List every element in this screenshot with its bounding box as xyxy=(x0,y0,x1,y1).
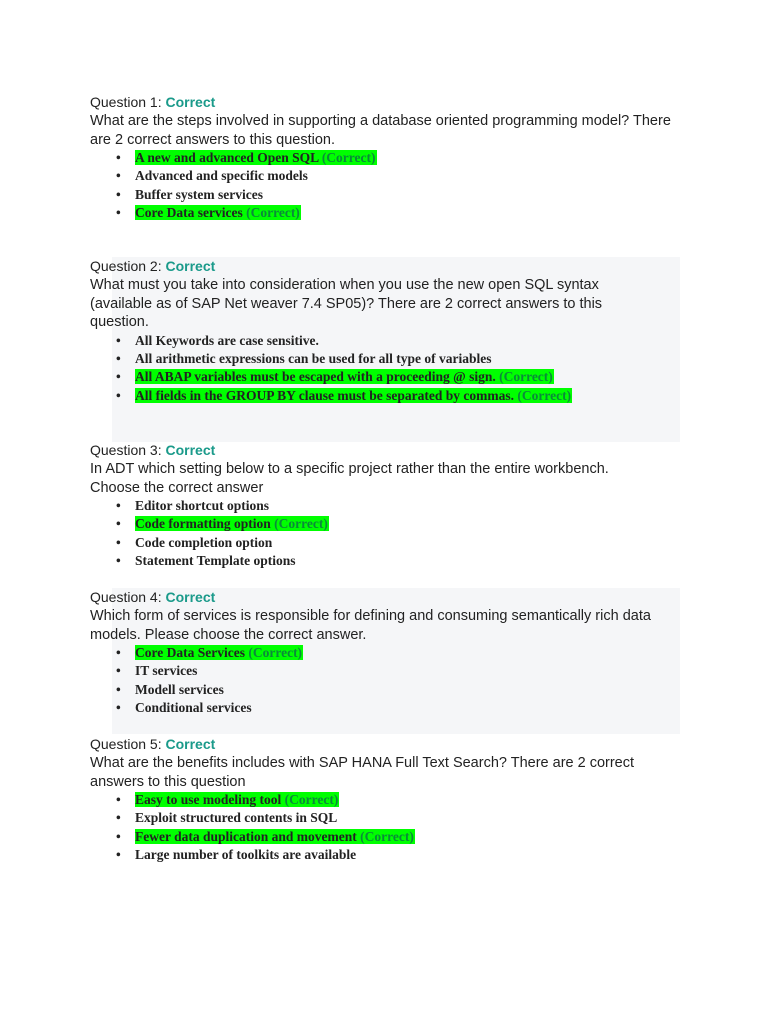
question-header xyxy=(90,588,660,607)
answer-item xyxy=(116,662,660,680)
answer-item xyxy=(116,809,650,827)
answer-item xyxy=(116,387,650,405)
answer-highlight xyxy=(135,205,301,220)
bullet-icon: • xyxy=(116,681,121,697)
question-header xyxy=(90,735,650,754)
correct-tag: (Correct) xyxy=(284,792,339,807)
answer-highlight xyxy=(135,333,320,348)
answer-text: Core Data Services xyxy=(135,645,245,660)
answer-item xyxy=(116,497,650,515)
answer-item xyxy=(116,204,680,222)
answer-text: Buffer system services xyxy=(135,186,263,202)
answer-highlight xyxy=(135,516,329,531)
bullet-icon: • xyxy=(116,168,121,184)
bullet-icon: • xyxy=(116,387,121,403)
bullet-icon: • xyxy=(116,150,121,165)
question-text: Which form of services is responsible for defining and consuming semantically rich data models. Please choose the correct answer. xyxy=(90,608,651,643)
answer-highlight xyxy=(135,847,357,862)
answer-highlight xyxy=(135,553,297,568)
answer-highlight xyxy=(135,369,554,384)
correct-tag: (Correct) xyxy=(499,369,553,385)
status-badge: Correct xyxy=(165,589,216,605)
bullet-icon: • xyxy=(116,663,121,679)
question-2 xyxy=(90,257,650,405)
bullet-icon: • xyxy=(116,810,121,826)
answer-text: Large number of toolkits are available xyxy=(135,847,357,863)
question-header xyxy=(90,441,650,460)
answer-item xyxy=(116,350,650,368)
bullet-icon: • xyxy=(116,828,121,844)
answer-text: All fields in the GROUP BY clause must be separated by commas. xyxy=(135,387,514,403)
bullet-icon: • xyxy=(116,516,121,532)
answer-item xyxy=(116,699,660,717)
answer-item xyxy=(116,186,680,204)
answer-text: Easy to use modeling tool xyxy=(135,792,282,807)
answer-highlight xyxy=(135,150,377,165)
status-badge: Correct xyxy=(165,736,216,752)
answer-highlight xyxy=(135,388,572,403)
answer-item xyxy=(116,846,650,864)
bullet-icon: • xyxy=(116,847,121,863)
answer-text: Core Data services xyxy=(135,205,243,221)
answer-text: Code formatting option xyxy=(135,516,271,532)
bullet-icon: • xyxy=(116,498,121,513)
answer-text: Advanced and specific models xyxy=(135,168,308,184)
question-label: Question 4: xyxy=(90,589,162,605)
answer-highlight xyxy=(135,700,253,715)
question-label: Question 2: xyxy=(90,258,162,274)
correct-tag: (Correct) xyxy=(321,150,376,165)
answer-item xyxy=(116,681,660,699)
answer-text: All ABAP variables must be escaped with a proceeding @ sign. xyxy=(135,369,496,385)
status-badge: Correct xyxy=(165,442,216,458)
correct-tag: (Correct) xyxy=(517,387,572,403)
answer-highlight xyxy=(135,829,415,844)
answer-item xyxy=(116,791,650,809)
answer-text: IT services xyxy=(135,663,198,679)
answer-item xyxy=(116,167,680,185)
answer-highlight xyxy=(135,187,264,202)
question-label: Question 5: xyxy=(90,736,162,752)
answer-item xyxy=(116,149,680,167)
bullet-icon: • xyxy=(116,700,121,716)
answer-highlight xyxy=(135,682,225,697)
answer-list xyxy=(90,644,660,718)
question-text: What are the benefits includes with SAP HANA Full Text Search? There are 2 correct answers to this question xyxy=(90,755,635,790)
correct-tag: (Correct) xyxy=(274,516,328,532)
answer-text: Editor shortcut options xyxy=(135,498,270,513)
bullet-icon: • xyxy=(116,534,121,550)
answer-text: All Keywords are case sensitive. xyxy=(135,332,319,348)
bullet-icon: • xyxy=(116,553,121,569)
answer-text: Fewer data duplication and movement xyxy=(135,828,357,844)
question-1 xyxy=(90,93,680,223)
status-badge: Correct xyxy=(165,94,216,110)
answer-highlight xyxy=(135,792,339,807)
question-5 xyxy=(90,735,650,865)
correct-tag: (Correct) xyxy=(360,828,414,844)
bullet-icon: • xyxy=(116,332,121,348)
question-header xyxy=(90,93,680,112)
answer-item xyxy=(116,368,650,386)
question-label: Question 3: xyxy=(90,442,162,458)
correct-tag: (Correct) xyxy=(246,205,300,221)
question-4 xyxy=(90,588,660,718)
question-header xyxy=(90,257,650,276)
answer-list xyxy=(90,791,650,865)
status-badge: Correct xyxy=(165,258,216,274)
question-text: What must you take into consideration when you use the new open SQL syntax (available as of SAP Net weaver 7.4 SP05)? There are 2 correct answers to this question. xyxy=(90,277,603,330)
answer-highlight xyxy=(135,535,273,550)
answer-text: All arithmetic expressions can be used for all type of variables xyxy=(135,350,492,366)
bullet-icon: • xyxy=(116,350,121,366)
answer-list xyxy=(90,149,680,223)
question-text: What are the steps involved in supporting a database oriented programming model? There are 2 correct answers to this question. xyxy=(90,113,671,148)
bullet-icon: • xyxy=(116,205,121,221)
answer-text: A new and advanced Open SQL xyxy=(135,150,319,165)
answer-item xyxy=(116,332,650,350)
answer-list xyxy=(90,497,650,571)
answer-text: Statement Template options xyxy=(135,553,296,569)
answer-text: Conditional services xyxy=(135,700,252,716)
answer-highlight xyxy=(135,351,492,366)
answer-text: Exploit structured contents in SQL xyxy=(135,810,338,826)
correct-tag: (Correct) xyxy=(248,645,303,660)
answer-item xyxy=(116,552,650,570)
bullet-icon: • xyxy=(116,792,121,807)
answer-highlight xyxy=(135,645,303,660)
answer-item xyxy=(116,644,660,662)
answer-item xyxy=(116,828,650,846)
answer-text: Modell services xyxy=(135,681,224,697)
answer-highlight xyxy=(135,810,338,825)
answer-item xyxy=(116,515,650,533)
answer-list xyxy=(90,332,650,406)
answer-text: Code completion option xyxy=(135,534,273,550)
answer-highlight xyxy=(135,498,270,513)
answer-item xyxy=(116,534,650,552)
answer-highlight xyxy=(135,663,198,678)
question-text: In ADT which setting below to a specific project rather than the entire workbench. Choose the correct answer xyxy=(90,461,609,496)
bullet-icon: • xyxy=(116,369,121,385)
question-label: Question 1: xyxy=(90,94,162,110)
question-3 xyxy=(90,441,650,571)
answer-highlight xyxy=(135,168,309,183)
bullet-icon: • xyxy=(116,645,121,660)
bullet-icon: • xyxy=(116,186,121,202)
